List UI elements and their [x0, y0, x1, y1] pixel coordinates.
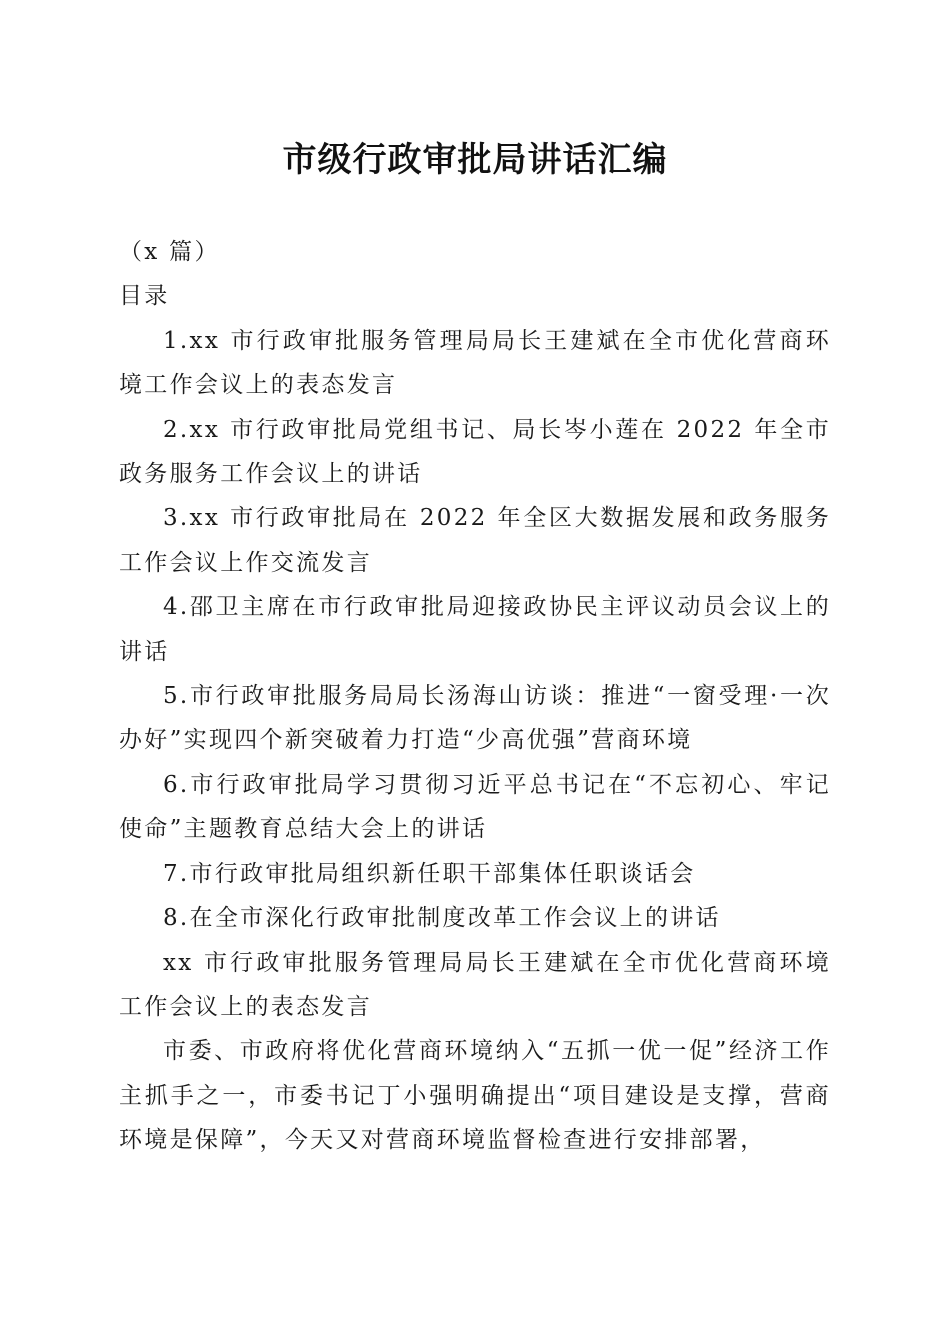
toc-item: 4.邵卫主席在市行政审批局迎接政协民主评议动员会议上的讲话: [119, 594, 831, 665]
toc-item: 2.xx 市行政审批局党组书记、局长岑小莲在 2022 年全市政务服务工作会议上的讲话: [119, 416, 831, 488]
toc-item: 6.市行政审批局学习贯彻习近平总书记在“不忘初心、牢记使命”主题教育总结大会上的讲话: [119, 771, 831, 843]
document-body: [119, 230, 831, 1163]
toc-item: 3.xx 市行政审批局在 2022 年全区大数据发展和政务服务工作会议上作交流发言: [119, 505, 831, 576]
toc-item: 8.在全市深化行政审批制度改革工作会议上的讲话: [163, 905, 721, 932]
document-title: 市级行政审批局讲话汇编: [282, 140, 668, 180]
article-paragraph: 市委、市政府将优化营商环境纳入“五抓一优一促”经济工作主抓手之一，市委书记丁小强明确提出“项目建设是支撑，营商环境是保障”，今天又对营商环境监督检查进行安排部署，: [119, 1038, 831, 1154]
toc-item: 7.市行政审批局组织新任职干部集体任职谈话会: [163, 860, 696, 887]
count-note: （x 篇）: [119, 239, 220, 265]
toc-item: 5.市行政审批服务局局长汤海山访谈：推进“一窗受理·一次办好”实现四个新突破着力打造“少高优强”营商环境: [119, 683, 831, 754]
article-heading: xx 市行政审批服务管理局局长王建斌在全市优化营商环境工作会议上的表态发言: [119, 949, 831, 1020]
toc-item: 1.xx 市行政审批服务管理局局长王建斌在全市优化营商环境工作会议上的表态发言: [119, 327, 831, 399]
toc-heading: 目录: [119, 283, 170, 310]
